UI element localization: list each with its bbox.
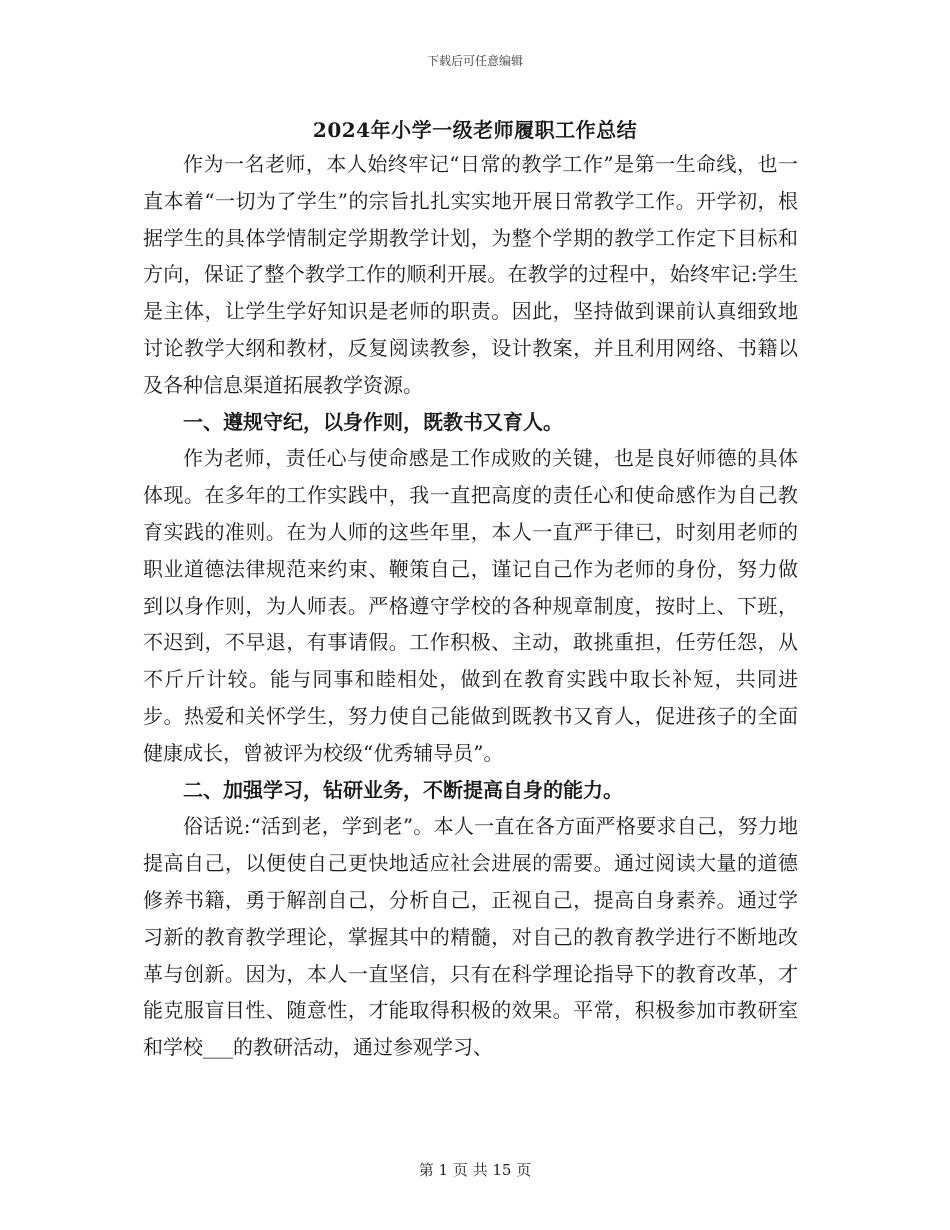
section-heading-2: 二、加强学习，钻研业务，不断提高自身的能力。 [183, 777, 623, 802]
document-title: 2024年小学一级老师履职工作总结 [312, 118, 638, 142]
page-footer: 第 1 页 共 15 页 [418, 1161, 532, 1179]
header-note: 下载后可任意编辑 [426, 54, 523, 68]
paragraph-section-1: 作为老师，责任心与使命感是工作成败的关键，也是良好师德的具体体现。在多年的工作实践中，我一直把高度的责任心和使命感作为自己教育实践的准则。在为人师的这些年里，本人一直严于律已，时刻用老师的职业道德法律规范来约束、鞭策自己，谨记自己作为老师的身份，努力做到以身作则，为人师表。严格遵守学校的各种规章制度，按时上、下班，不迟到，不早退，有事请假。工作积极、主动，敢挑重担，任劳任怨，从不斤斤计较。能与同事和睦相处，做到在教育实践中取长补短，共同进步。热爱和关怀学生，努力使自己能做到既教书又育人，促进孩子的全面健康成长，曾被评为校级“优秀辅导员”。 [143, 446, 798, 765]
paragraph-intro: 作为一名老师，本人始终牢记“日常的教学工作”是第一生命线，也一直本着“一切为了学生”的宗旨扎扎实实地开展日常教学工作。开学初，根据学生的具体学情制定学期教学计划，为整个学期的教学工作定下目标和方向，保证了整个教学工作的顺利开展。在教学的过程中，始终牢记:学生是主体，让学生学好知识是老师的职责。因此，坚持做到课前认真细致地讨论教学大纲和教材，反复阅读教参，设计教案，并且利用网络、书籍以及各种信息渠道拓展教学资源。 [143, 152, 798, 397]
section-heading-1: 一、遵规守纪，以身作则，既教书又育人。 [183, 409, 563, 434]
document-body [143, 146, 798, 1066]
paragraph-section-2: 俗话说:“活到老，学到老”。本人一直在各方面严格要求自己，努力地提高自己，以便使自己更快地适应社会进展的需要。通过阅读大量的道德修养书籍，勇于解剖自己，分析自己，正视自己，提高自身素养。通过学习新的教育教学理论，掌握其中的精髓，对自己的教育教学进行不断地改革与创新。因为，本人一直坚信，只有在科学理论指导下的教育改革，才能克服盲目性、随意性，才能取得积极的效果。平常，积极参加市教研室和学校___的教研活动，通过参观学习、 [143, 814, 798, 1060]
